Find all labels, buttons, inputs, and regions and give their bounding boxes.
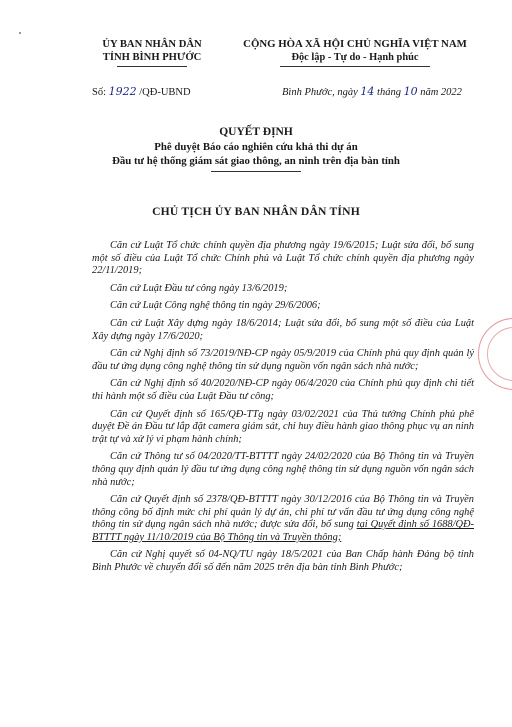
seal-stamp-inner-ring bbox=[487, 327, 512, 381]
date-day-handwritten: 14 bbox=[360, 85, 375, 98]
scan-speck bbox=[19, 32, 21, 34]
subtitle-line1: Phê duyệt Báo cáo nghiên cứu khả thi dự án bbox=[154, 141, 358, 153]
national-header-block bbox=[228, 38, 482, 67]
document-number bbox=[92, 85, 191, 98]
issuer-heading: CHỦ TỊCH ỦY BAN NHÂN DÂN TỈNH bbox=[152, 205, 360, 218]
legal-basis-paragraph: Căn cứ Nghị quyết số 04-NQ/TU ngày 18/5/2021 của Ban Chấp hành Đảng bộ tỉnh Bình Phước về chuyển đổi số đến năm 2025 trên địa bàn tỉnh Bình Phước; bbox=[92, 549, 474, 574]
date-month-handwritten: 10 bbox=[403, 85, 418, 98]
date-year: năm 2022 bbox=[417, 87, 462, 98]
date-line bbox=[282, 85, 462, 98]
legal-basis-paragraph: Căn cứ Quyết định số 2378/QĐ-BTTTT ngày 30/12/2016 của Bộ Thông tin và Truyền thông công bố định mức chi phí quản lý dự án, chi phí tư vấn đầu tư ứng dụng công nghệ thông tin sử dụng ngân sách nhà nước; được sửa đổi, bổ sung tại Quyết định số 1688/QĐ-BTTTT ngày 11/10/2019 của Bộ Thông tin và Truyền thông; bbox=[92, 494, 474, 543]
motto-underline bbox=[280, 66, 430, 67]
date-month-label: tháng bbox=[374, 87, 404, 98]
legal-basis-body bbox=[92, 240, 474, 580]
legal-basis-paragraph: Căn cứ Luật Đầu tư công ngày 13/6/2019; bbox=[110, 282, 288, 294]
legal-basis-paragraph: Căn cứ Quyết định số 165/QĐ-TTg ngày 03/02/2021 của Thủ tướng Chính phủ phê duyệt Đề án Đầu tư lắp đặt camera giám sát, chỉ huy điều hành giao thông phục vụ an ninh trật tự và xử lý vi phạm hành chính; bbox=[92, 408, 474, 445]
doc-number-prefix: Số: bbox=[92, 87, 109, 98]
national-motto: Độc lập - Tự do - Hạnh phúc bbox=[291, 52, 419, 63]
legal-basis-paragraph: Căn cứ Luật Công nghệ thông tin ngày 29/6/2006; bbox=[110, 300, 321, 312]
seal-stamp bbox=[478, 318, 512, 390]
legal-basis-paragraph: Căn cứ Luật Xây dựng ngày 18/6/2014; Luật sửa đổi, bổ sung một số điều của Luật Xây dựng ngày 17/6/2020; bbox=[92, 317, 474, 342]
org-name-line1: ỦY BAN NHÂN DÂN bbox=[102, 39, 202, 50]
org-name-line2: TỈNH BÌNH PHƯỚC bbox=[102, 52, 202, 63]
document-title: QUYẾT ĐỊNH bbox=[219, 126, 293, 138]
org-underline bbox=[117, 66, 187, 67]
subtitle-underline bbox=[211, 171, 301, 172]
legal-basis-paragraph: Căn cứ Nghị định số 73/2019/NĐ-CP ngày 05/9/2019 của Chính phủ quy định quản lý đầu tư ứng dụng công nghệ thông tin sử dụng nguồn vốn ngân sách nhà nước; bbox=[92, 348, 474, 372]
doc-number-handwritten: 1922 bbox=[108, 85, 137, 98]
document-subtitle bbox=[0, 140, 512, 172]
legal-basis-paragraph: Căn cứ Luật Tổ chức chính quyền địa phương ngày 19/6/2015; Luật sửa đổi, bổ sung một số điều của Luật Tổ chức Chính phủ và Luật Tổ chức chính quyền địa phương ngày 22/11/2019; bbox=[92, 240, 474, 277]
date-place: Bình Phước, ngày bbox=[282, 87, 361, 98]
issuing-authority-block bbox=[78, 38, 226, 67]
legal-basis-paragraph: Căn cứ Thông tư số 04/2020/TT-BTTTT ngày 24/02/2020 của Bộ Thông tin và Truyền thông quy định quản lý đầu tư ứng dụng công nghệ thông tin sử dụng nguồn vốn ngân sách nhà nước; bbox=[92, 451, 474, 488]
legal-basis-paragraph: Căn cứ Nghị định số 40/2020/NĐ-CP ngày 06/4/2020 của Chính phủ quy định chi tiết thi hành một số điều của Luật Đầu tư công; bbox=[92, 378, 474, 402]
national-title: CỘNG HÒA XÃ HỘI CHỦ NGHĨA VIỆT NAM bbox=[243, 38, 467, 50]
doc-number-suffix: /QĐ-UBND bbox=[136, 87, 191, 98]
subtitle-line2: Đầu tư hệ thống giám sát giao thông, an ninh trên địa bàn tỉnh bbox=[112, 155, 400, 167]
